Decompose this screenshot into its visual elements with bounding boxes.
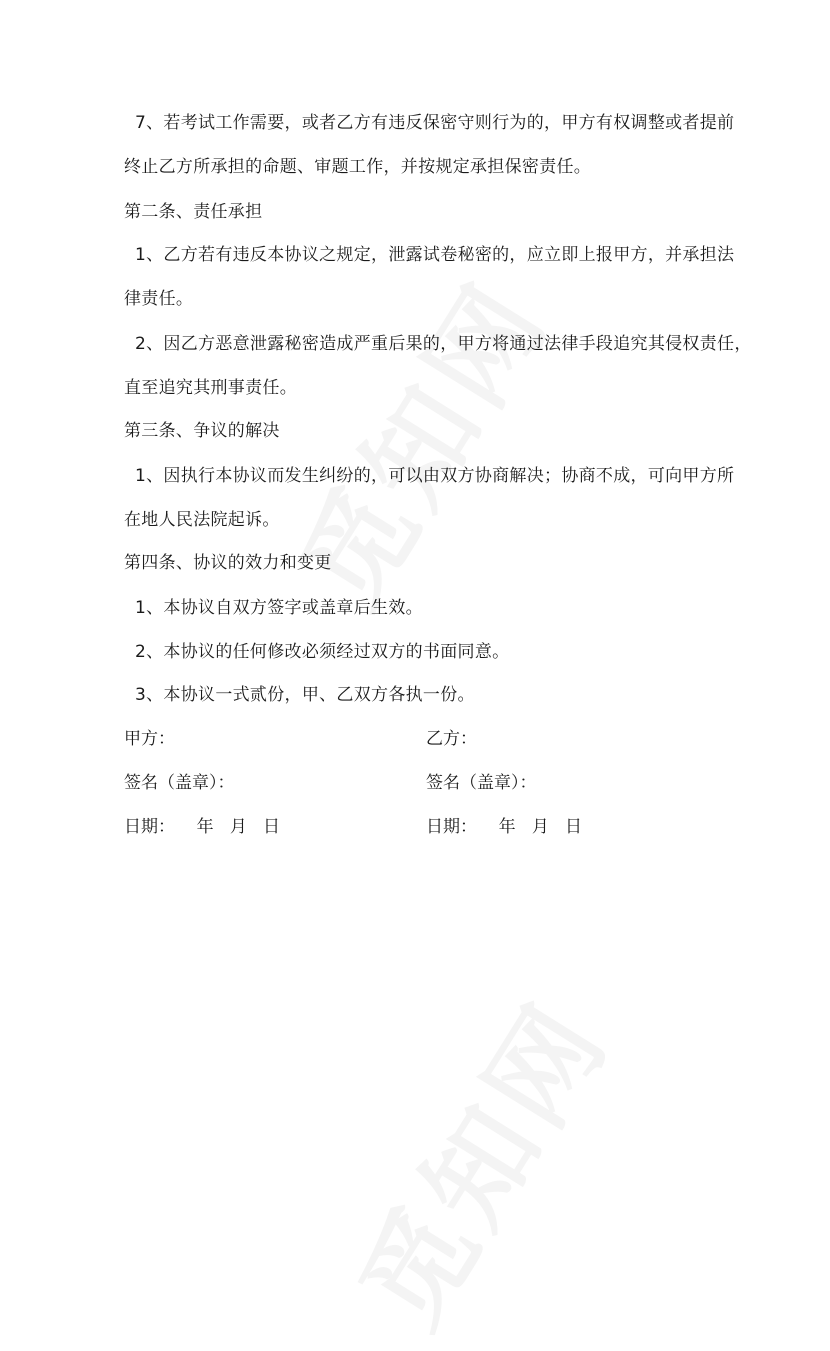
section-heading-2: 第二条、责任承担 bbox=[124, 202, 263, 222]
watermark-bottom bbox=[316, 967, 638, 1351]
section-4-item-1: 1、本协议自双方签字或盖章后生效。 bbox=[135, 598, 423, 618]
party-a-signature-label: 签名（盖章）： bbox=[124, 773, 235, 793]
party-b-signature-label: 签名（盖章）： bbox=[426, 773, 537, 793]
section-4-item-3: 3、本协议一式贰份，甲、乙双方各执一份。 bbox=[135, 685, 475, 705]
section-heading-4: 第四条、协议的效力和变更 bbox=[124, 553, 332, 573]
section-3-item-1-line-1: 1、因执行本协议而发生纠纷的，可以由双方协商解决；协商不成，可向甲方所 bbox=[135, 466, 735, 486]
party-b-date-label: 日期： 年 月 日 bbox=[426, 817, 583, 837]
clause-7-line-2: 终止乙方所承担的命题、审题工作，并按规定承担保密责任。 bbox=[124, 157, 592, 177]
party-b-label: 乙方： bbox=[426, 729, 477, 749]
section-2-item-2-line-2: 直至追究其刑事责任。 bbox=[124, 378, 297, 398]
section-2-item-2-line-1: 2、因乙方恶意泄露秘密造成严重后果的，甲方将通过法律手段追究其侵权责任， bbox=[135, 334, 752, 354]
party-a-date-label: 日期： 年 月 日 bbox=[124, 817, 281, 837]
section-4-item-2: 2、本协议的任何修改必须经过双方的书面同意。 bbox=[135, 642, 510, 662]
signature-seal-row bbox=[124, 772, 724, 794]
signature-party-row bbox=[124, 728, 724, 750]
section-2-item-1-line-1: 1、乙方若有违反本协议之规定，泄露试卷秘密的，应立即上报甲方，并承担法 bbox=[135, 245, 735, 265]
signature-date-row bbox=[124, 816, 724, 838]
clause-7-line-1: 7、若考试工作需要，或者乙方有违反保密守则行为的，甲方有权调整或者提前 bbox=[135, 113, 735, 133]
section-3-item-1-line-2: 在地人民法院起诉。 bbox=[124, 510, 280, 530]
section-2-item-1-line-2: 律责任。 bbox=[124, 289, 194, 309]
party-a-label: 甲方： bbox=[124, 729, 175, 749]
section-heading-3: 第三条、争议的解决 bbox=[124, 421, 280, 441]
